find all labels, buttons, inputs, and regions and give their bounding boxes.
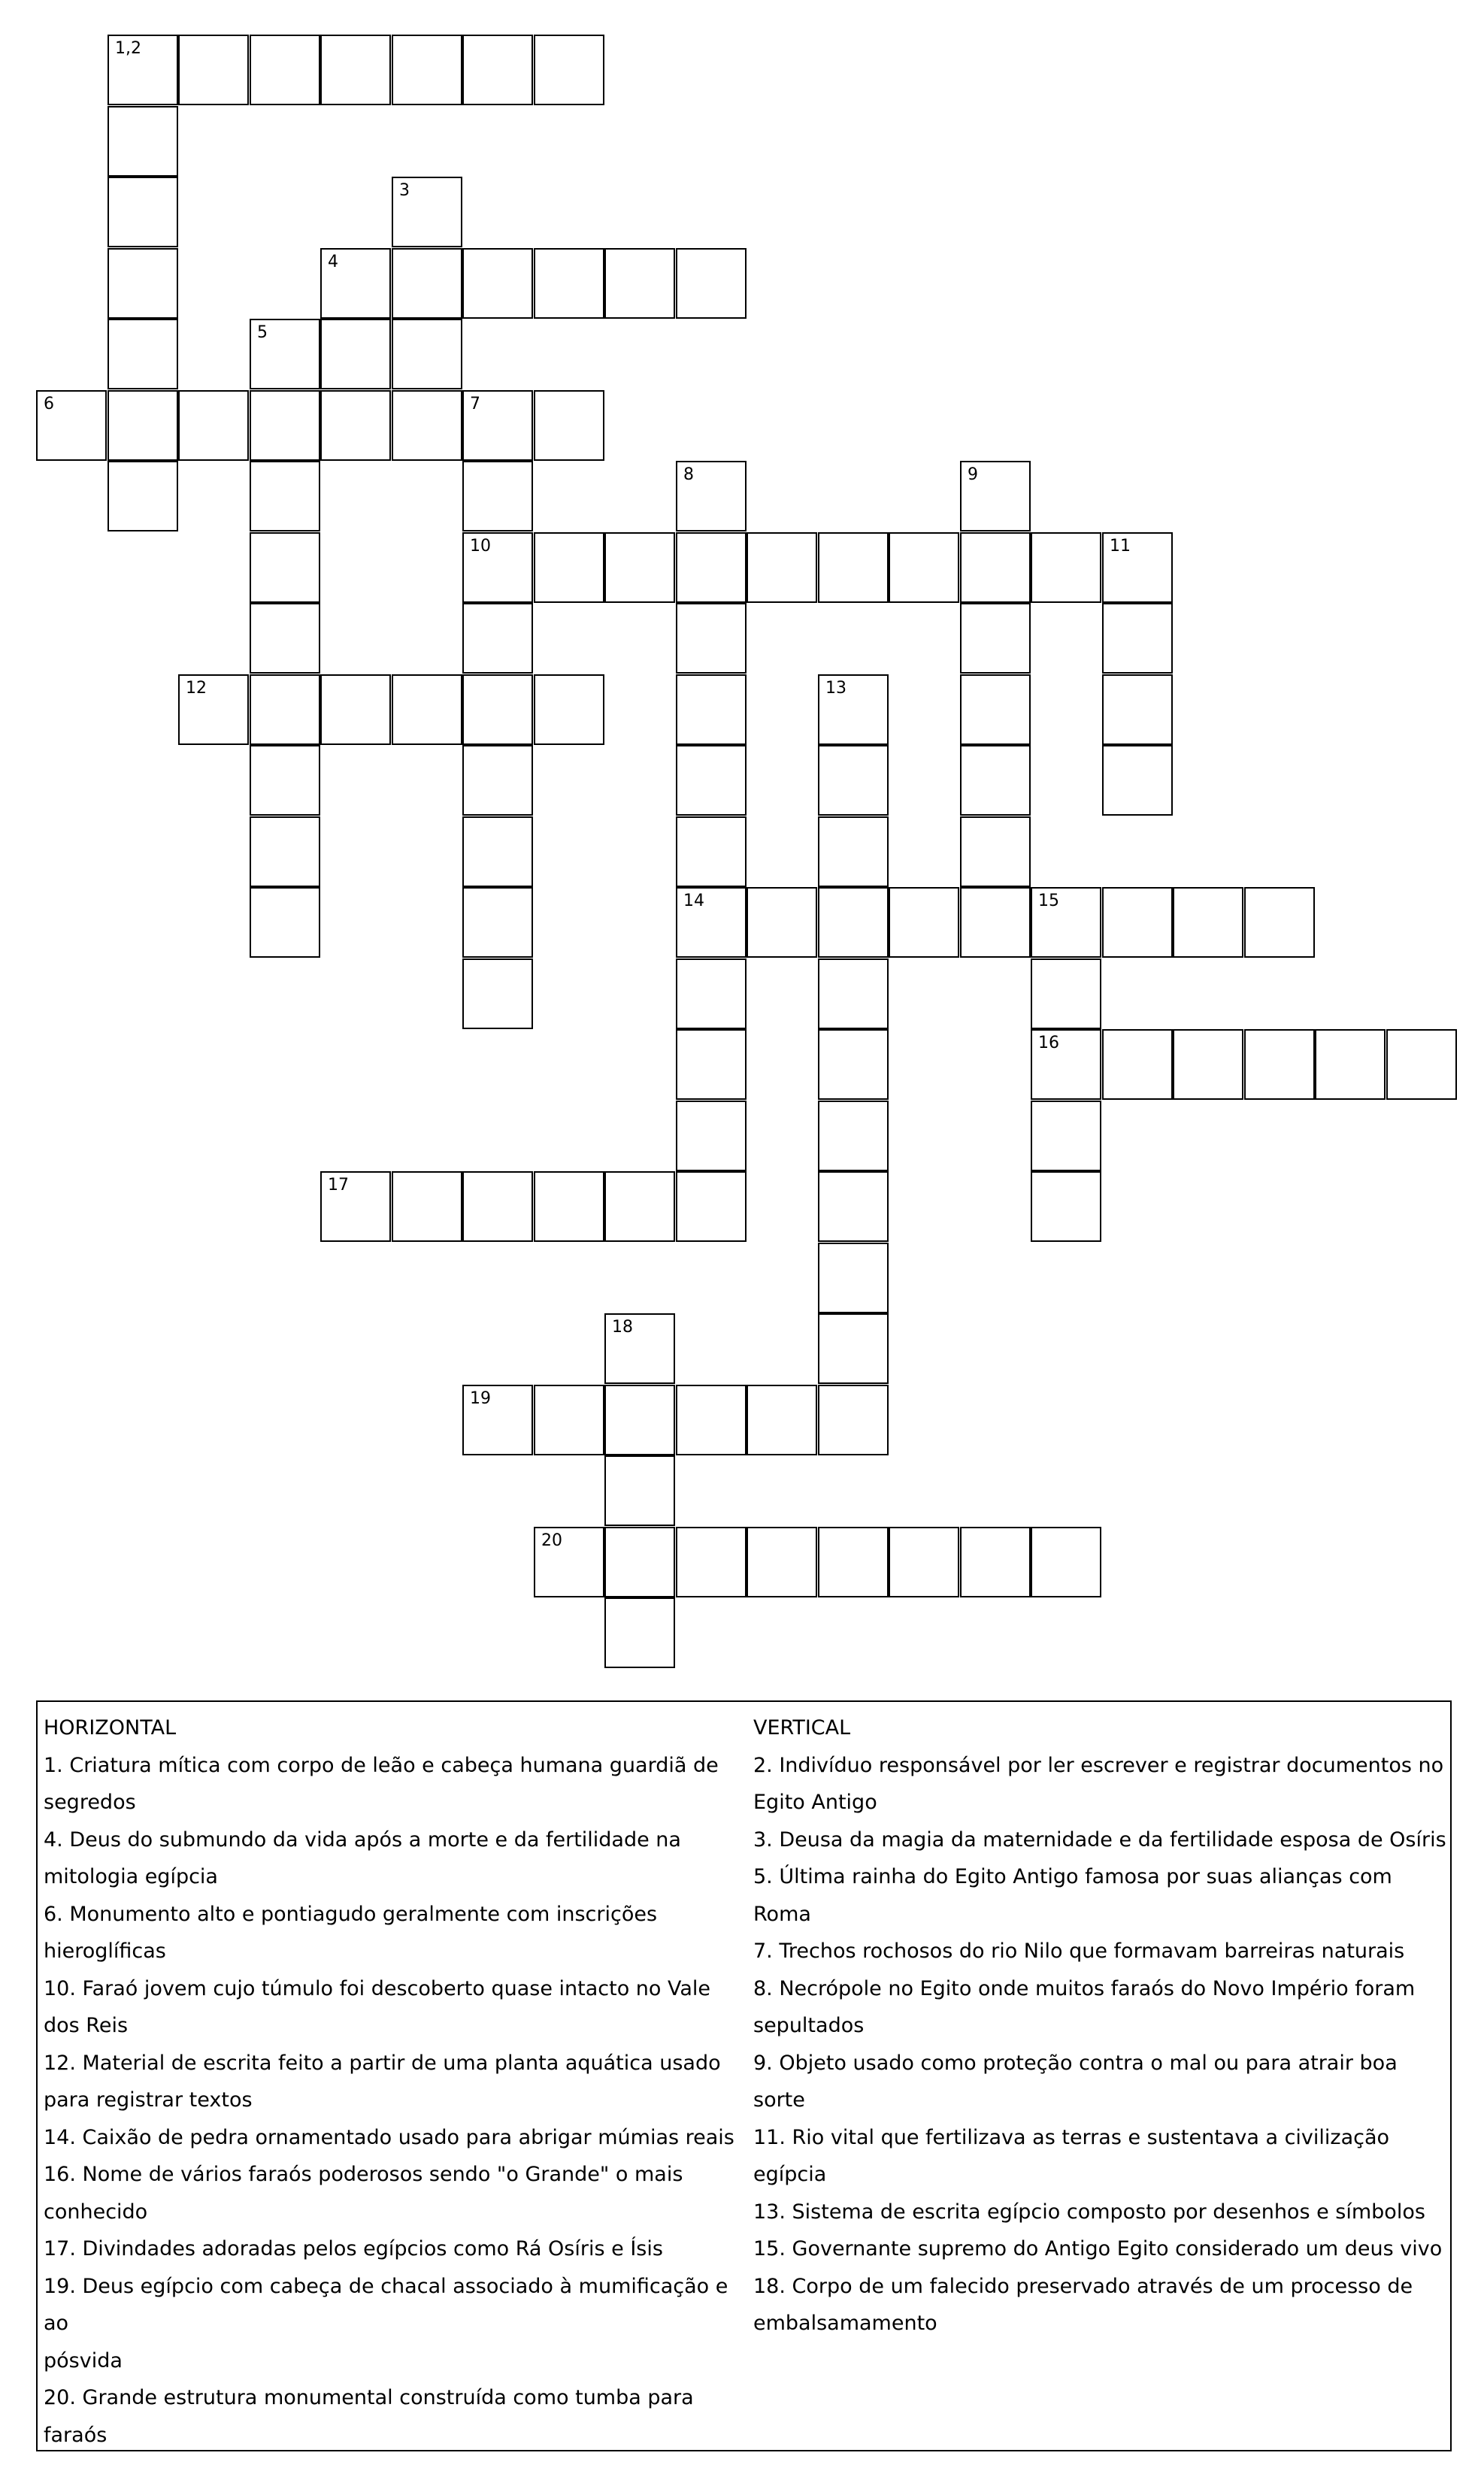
grid-cell[interactable] (178, 674, 249, 745)
grid-cell[interactable] (534, 390, 604, 461)
grid-cell[interactable] (1173, 1029, 1243, 1100)
grid-cell[interactable] (250, 461, 320, 531)
grid-cell[interactable] (604, 1313, 675, 1384)
grid-cell[interactable] (747, 532, 817, 603)
grid-cell[interactable] (392, 35, 462, 105)
clue-line: embalsamamento (753, 2312, 937, 2335)
grid-cell[interactable] (1102, 887, 1173, 958)
clue-line: 8. Necrópole no Egito onde muitos faraós do Novo Império foram (753, 1976, 1416, 2000)
clue-number: 1,2 (115, 39, 141, 58)
grid-cell[interactable] (1102, 1029, 1173, 1100)
grid-cell[interactable] (1031, 1527, 1101, 1597)
grid-cell[interactable] (392, 390, 462, 461)
clue-number: 7 (470, 395, 480, 413)
grid-cell[interactable] (676, 461, 747, 531)
clue-line: 1. Criatura mítica com corpo de leão e cabeça humana guardiã de (44, 1753, 719, 1777)
grid-cell[interactable] (320, 390, 391, 461)
grid-cell[interactable] (676, 1385, 747, 1455)
grid-cell[interactable] (462, 603, 533, 674)
grid-cell[interactable] (889, 1527, 959, 1597)
grid-cell[interactable] (604, 1527, 675, 1597)
grid-cell[interactable] (676, 1101, 747, 1171)
clue-line: segredos (44, 1791, 136, 1814)
grid-cell[interactable] (320, 1171, 391, 1242)
grid-cell[interactable] (960, 532, 1031, 603)
clue-number: 5 (257, 323, 268, 342)
grid-cell[interactable] (178, 35, 249, 105)
grid-cell[interactable] (1031, 1101, 1101, 1171)
clue-line: 10. Faraó jovem cujo túmulo foi descoberto quase intacto no Vale (44, 1976, 711, 2000)
clue-line: conhecido (44, 2200, 148, 2224)
grid-cell[interactable] (534, 532, 604, 603)
grid-cell[interactable] (604, 1597, 675, 1668)
grid-cell[interactable] (320, 35, 391, 105)
horizontal-clue-list (44, 1747, 743, 2454)
grid-cell[interactable] (676, 603, 747, 674)
clue-line: 7. Trechos rochosos do rio Nilo que formavam barreiras naturais (753, 1939, 1405, 1963)
grid-cell[interactable] (1386, 1029, 1457, 1100)
clue-line: 2. Indivíduo responsável por ler escrever e registrar documentos no (753, 1753, 1444, 1777)
grid-cell[interactable] (462, 674, 533, 745)
grid-cell[interactable] (676, 1029, 747, 1100)
clue-number: 14 (683, 892, 704, 910)
clue-number: 19 (470, 1389, 491, 1408)
grid-cell[interactable] (108, 177, 178, 247)
clue-number: 6 (44, 395, 54, 413)
grid-cell[interactable] (676, 1527, 747, 1597)
clue-line: 11. Rio vital que fertilizava as terras e sustentava a civilização (753, 2125, 1390, 2149)
clue-line: 12. Material de escrita feito a partir de uma planta aquática usado (44, 2051, 721, 2075)
clue-number: 17 (328, 1176, 349, 1195)
clue-line: Egito Antigo (753, 1791, 877, 1814)
clue-number: 18 (612, 1318, 633, 1337)
grid-cell[interactable] (818, 674, 889, 745)
grid-cell[interactable] (818, 1527, 889, 1597)
clue-number: 15 (1038, 892, 1059, 910)
clue-line: dos Reis (44, 2014, 129, 2037)
grid-cell[interactable] (250, 887, 320, 958)
grid-cell[interactable] (676, 745, 747, 816)
clue-line: 4. Deus do submundo da vida após a morte e da fertilidade na (44, 1827, 681, 1852)
grid-cell[interactable] (534, 248, 604, 319)
grid-cell[interactable] (747, 1385, 817, 1455)
clue-line: mitologia egípcia (44, 1865, 218, 1888)
grid-cell[interactable] (462, 887, 533, 958)
clue-number: 9 (968, 465, 978, 484)
grid-cell[interactable] (462, 532, 533, 603)
grid-cell[interactable] (250, 35, 320, 105)
grid-cell[interactable] (818, 745, 889, 816)
grid-cell[interactable] (250, 674, 320, 745)
grid-cell[interactable] (960, 674, 1031, 745)
grid-cell[interactable] (462, 390, 533, 461)
grid-cell[interactable] (108, 319, 178, 389)
grid-cell[interactable] (604, 1455, 675, 1526)
grid-cell[interactable] (392, 319, 462, 389)
grid-cell[interactable] (392, 674, 462, 745)
clue-number: 10 (470, 537, 491, 556)
grid-cell[interactable] (534, 674, 604, 745)
clue-line: 5. Última rainha do Egito Antigo famosa por suas alianças com Roma (753, 1865, 1392, 1926)
grid-cell[interactable] (392, 1171, 462, 1242)
clue-line: 16. Nome de vários faraós poderosos sendo "o Grande" o mais (44, 2163, 683, 2186)
clue-line: 6. Monumento alto e pontiagudo geralmente com inscrições (44, 1902, 658, 1926)
grid-cell[interactable] (250, 603, 320, 674)
grid-cell[interactable] (320, 248, 391, 319)
grid-cell[interactable] (462, 461, 533, 531)
grid-cell[interactable] (108, 106, 178, 177)
grid-cell[interactable] (250, 319, 320, 389)
grid-cell[interactable] (676, 1171, 747, 1242)
grid-cell[interactable] (818, 887, 889, 958)
grid-cell[interactable] (676, 674, 747, 745)
grid-cell[interactable] (818, 1101, 889, 1171)
grid-cell[interactable] (889, 887, 959, 958)
clue-line: pósvida (44, 2348, 123, 2373)
clue-line: 15. Governante supremo do Antigo Egito considerado um deus vivo (753, 2237, 1443, 2260)
vertical-title: VERTICAL (753, 1716, 851, 1740)
grid-cell[interactable] (747, 887, 817, 958)
grid-cell[interactable] (960, 1527, 1031, 1597)
grid-cell[interactable] (108, 248, 178, 319)
clue-line: 17. Divindades adoradas pelos egípcios como Rá Osíris e Ísis (44, 2237, 663, 2260)
grid-cell[interactable] (818, 816, 889, 887)
grid-cell[interactable] (250, 390, 320, 461)
grid-cell[interactable] (960, 887, 1031, 958)
grid-cell[interactable] (250, 816, 320, 887)
clue-box (36, 1700, 1452, 2451)
grid-cell[interactable] (1031, 1171, 1101, 1242)
grid-cell[interactable] (108, 35, 178, 105)
grid-cell[interactable] (250, 745, 320, 816)
clue-number: 12 (186, 679, 207, 698)
clue-line: para registrar textos (44, 2088, 253, 2112)
grid-cell[interactable] (1031, 887, 1101, 958)
clue-line: 13. Sistema de escrita egípcio composto por desenhos e símbolos (753, 2200, 1425, 2224)
grid-cell[interactable] (1031, 1029, 1101, 1100)
grid-cell[interactable] (462, 35, 533, 105)
horizontal-title: HORIZONTAL (44, 1716, 177, 1740)
clue-line: 3. Deusa da magia da maternidade e da fertilidade esposa de Osíris (753, 1827, 1446, 1852)
grid-cell[interactable] (320, 319, 391, 389)
grid-cell[interactable] (1315, 1029, 1386, 1100)
grid-cell[interactable] (36, 390, 107, 461)
clue-number: 13 (825, 679, 846, 698)
grid-cell[interactable] (818, 532, 889, 603)
grid-cell[interactable] (1102, 532, 1173, 603)
clue-number: 3 (399, 181, 410, 200)
grid-cell[interactable] (818, 1243, 889, 1313)
clue-line: 19. Deus egípcio com cabeça de chacal associado à mumificação e ao (44, 2274, 728, 2335)
grid-cell[interactable] (818, 1385, 889, 1455)
grid-cell[interactable] (676, 958, 747, 1029)
clue-number: 4 (328, 253, 338, 271)
grid-cell[interactable] (178, 390, 249, 461)
grid-cell[interactable] (676, 887, 747, 958)
grid-cell[interactable] (462, 1171, 533, 1242)
grid-cell[interactable] (1102, 674, 1173, 745)
grid-cell[interactable] (250, 532, 320, 603)
clue-number: 8 (683, 465, 694, 484)
clue-line: faraós (44, 2423, 108, 2447)
grid-cell[interactable] (1102, 603, 1173, 674)
grid-cell[interactable] (534, 1527, 604, 1597)
clue-line: egípcia (753, 2163, 827, 2186)
grid-cell[interactable] (1031, 958, 1101, 1029)
grid-cell[interactable] (1102, 745, 1173, 816)
grid-cell[interactable] (604, 532, 675, 603)
clue-line: hieroglíficas (44, 1939, 166, 1963)
grid-cell[interactable] (889, 532, 959, 603)
grid-cell[interactable] (604, 1171, 675, 1242)
vertical-clue-list (753, 1747, 1449, 2342)
grid-cell[interactable] (604, 1385, 675, 1455)
grid-cell[interactable] (1173, 887, 1243, 958)
horizontal-clues (44, 1709, 743, 2454)
vertical-clues (753, 1709, 1449, 2342)
grid-cell[interactable] (462, 816, 533, 887)
grid-cell[interactable] (1244, 887, 1315, 958)
grid-cell[interactable] (534, 1385, 604, 1455)
grid-cell[interactable] (747, 1527, 817, 1597)
grid-cell[interactable] (534, 35, 604, 105)
grid-cell[interactable] (392, 177, 462, 247)
grid-cell[interactable] (462, 745, 533, 816)
grid-cell[interactable] (534, 1171, 604, 1242)
grid-cell[interactable] (818, 1171, 889, 1242)
grid-cell[interactable] (108, 390, 178, 461)
clue-line: sepultados (753, 2014, 865, 2037)
grid-cell[interactable] (676, 532, 747, 603)
grid-cell[interactable] (462, 1385, 533, 1455)
clue-line: 14. Caixão de pedra ornamentado usado para abrigar múmias reais (44, 2125, 734, 2149)
grid-cell[interactable] (108, 461, 178, 531)
clue-line: 18. Corpo de um falecido preservado através de um processo de (753, 2274, 1413, 2298)
grid-cell[interactable] (960, 816, 1031, 887)
grid-cell[interactable] (676, 816, 747, 887)
grid-cell[interactable] (604, 248, 675, 319)
grid-cell[interactable] (818, 958, 889, 1029)
grid-cell[interactable] (960, 745, 1031, 816)
grid-cell[interactable] (392, 248, 462, 319)
clue-number: 16 (1038, 1034, 1059, 1052)
clue-line: 20. Grande estrutura monumental construída como tumba para (44, 2386, 694, 2409)
grid-cell[interactable] (1031, 532, 1101, 603)
grid-cell[interactable] (1244, 1029, 1315, 1100)
clue-number: 11 (1110, 537, 1131, 556)
grid-cell[interactable] (462, 958, 533, 1029)
clue-number: 20 (541, 1531, 562, 1550)
grid-cell[interactable] (960, 603, 1031, 674)
grid-cell[interactable] (960, 461, 1031, 531)
grid-cell[interactable] (818, 1313, 889, 1384)
grid-cell[interactable] (320, 674, 391, 745)
grid-cell[interactable] (676, 248, 747, 319)
grid-cell[interactable] (462, 248, 533, 319)
grid-cell[interactable] (818, 1029, 889, 1100)
clue-line: 9. Objeto usado como proteção contra o mal ou para atrair boa sorte (753, 2051, 1398, 2112)
